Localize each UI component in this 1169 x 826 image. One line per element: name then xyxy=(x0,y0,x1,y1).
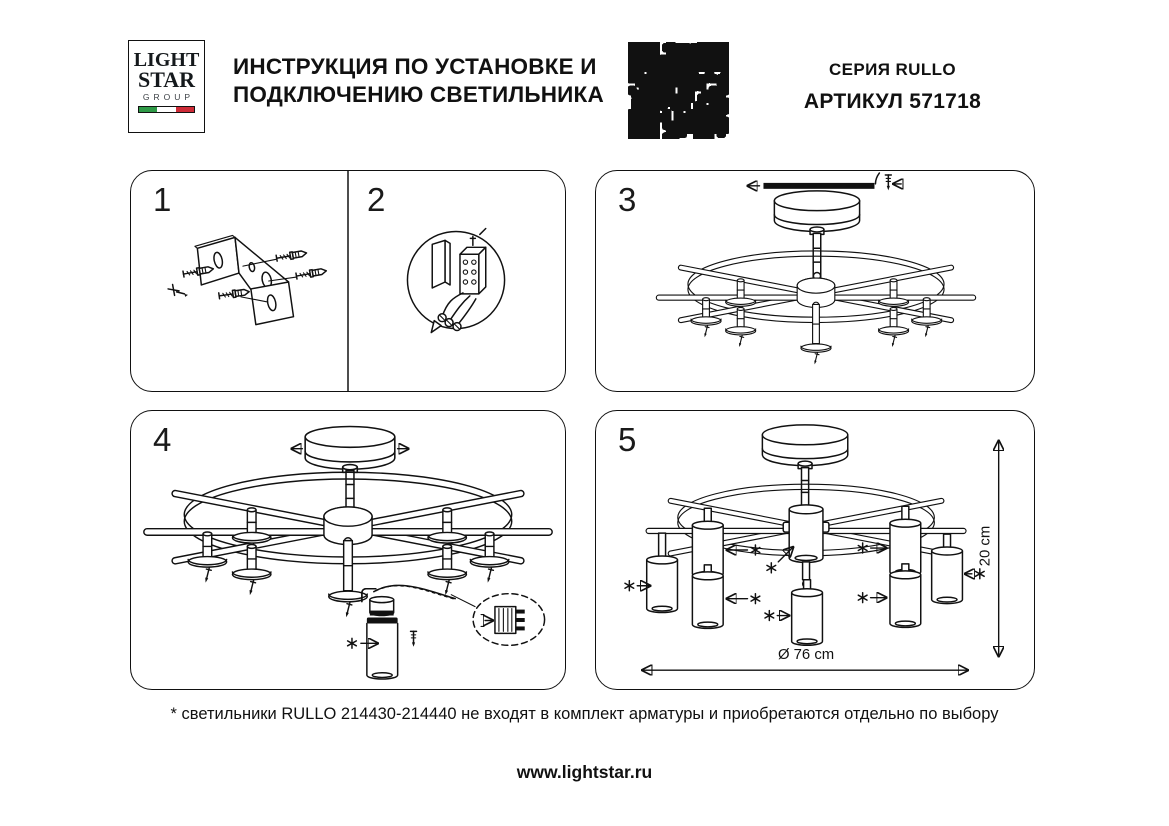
footnote: * светильники RULLO 214430-214440 не входят в комплект арматуры и приобретаются отдельно по выбору xyxy=(170,705,999,723)
ceiling-bar xyxy=(748,173,902,190)
article-label: АРТИКУЛ 571718 xyxy=(803,90,982,113)
qr-code-icon xyxy=(628,42,729,139)
dimension-height xyxy=(978,441,999,656)
hanger-rod xyxy=(813,233,821,285)
panel-step3 xyxy=(595,170,1035,392)
hanger-rod xyxy=(801,468,808,508)
canopy xyxy=(762,425,847,469)
lamp-shade xyxy=(367,618,398,680)
lamp-shade xyxy=(932,534,963,604)
asterisk-marker xyxy=(975,569,984,579)
connector-detail xyxy=(451,594,544,646)
series-label: СЕРИЯ RULLO xyxy=(828,60,957,79)
step1-number: 1 xyxy=(153,181,172,218)
asterisk-marker xyxy=(348,638,357,648)
dimension-width xyxy=(642,647,968,670)
step5-diagram xyxy=(596,411,1034,689)
page-title xyxy=(233,53,604,109)
logo-word-light: LIGHT xyxy=(133,49,200,71)
lamp-socket xyxy=(370,597,394,616)
asterisk-marker xyxy=(858,593,867,603)
canopy xyxy=(774,191,859,235)
wall-plate xyxy=(432,240,445,288)
logo-word-star: STAR xyxy=(137,67,196,92)
diameter-label: Ø 76 cm xyxy=(777,647,835,664)
center-light xyxy=(783,505,829,587)
asterisk-marker xyxy=(765,611,774,621)
step2-number: 2 xyxy=(367,181,386,218)
title-line2: ПОДКЛЮЧЕНИЮ СВЕТИЛЬНИКА xyxy=(233,82,604,107)
canopy xyxy=(291,426,408,472)
panel-step5 xyxy=(595,410,1035,690)
asterisk-marker xyxy=(625,581,634,591)
panel-step1-2 xyxy=(130,170,566,392)
step3-diagram xyxy=(596,171,1034,391)
italian-flag-icon xyxy=(138,106,195,113)
step3-number: 3 xyxy=(618,181,637,218)
product-info xyxy=(780,60,1005,114)
title-line1: ИНСТРУКЦИЯ ПО УСТАНОВКЕ И xyxy=(233,54,597,79)
step4-diagram xyxy=(131,411,565,689)
website-url: www.lightstar.ru xyxy=(516,762,653,782)
asterisk-marker xyxy=(751,594,760,604)
asterisk-marker xyxy=(767,563,776,573)
screw-icon xyxy=(411,631,417,646)
screw-icon xyxy=(885,175,891,190)
step4-number: 4 xyxy=(153,421,172,458)
step1-2-diagram xyxy=(131,171,565,391)
panel-step4 xyxy=(130,410,566,690)
logo-word-group: GROUP xyxy=(142,92,195,102)
lamp-shade xyxy=(692,565,723,629)
lamp-shade xyxy=(647,533,678,612)
height-label: 20 cm xyxy=(977,525,994,567)
screw-icon xyxy=(168,284,188,296)
lamp-shade xyxy=(792,580,823,646)
lamp-shade xyxy=(890,564,921,628)
lamp-assembly xyxy=(362,585,455,679)
step5-number: 5 xyxy=(618,421,637,458)
wiring-detail xyxy=(407,228,504,332)
lightstar-logo xyxy=(128,40,205,133)
